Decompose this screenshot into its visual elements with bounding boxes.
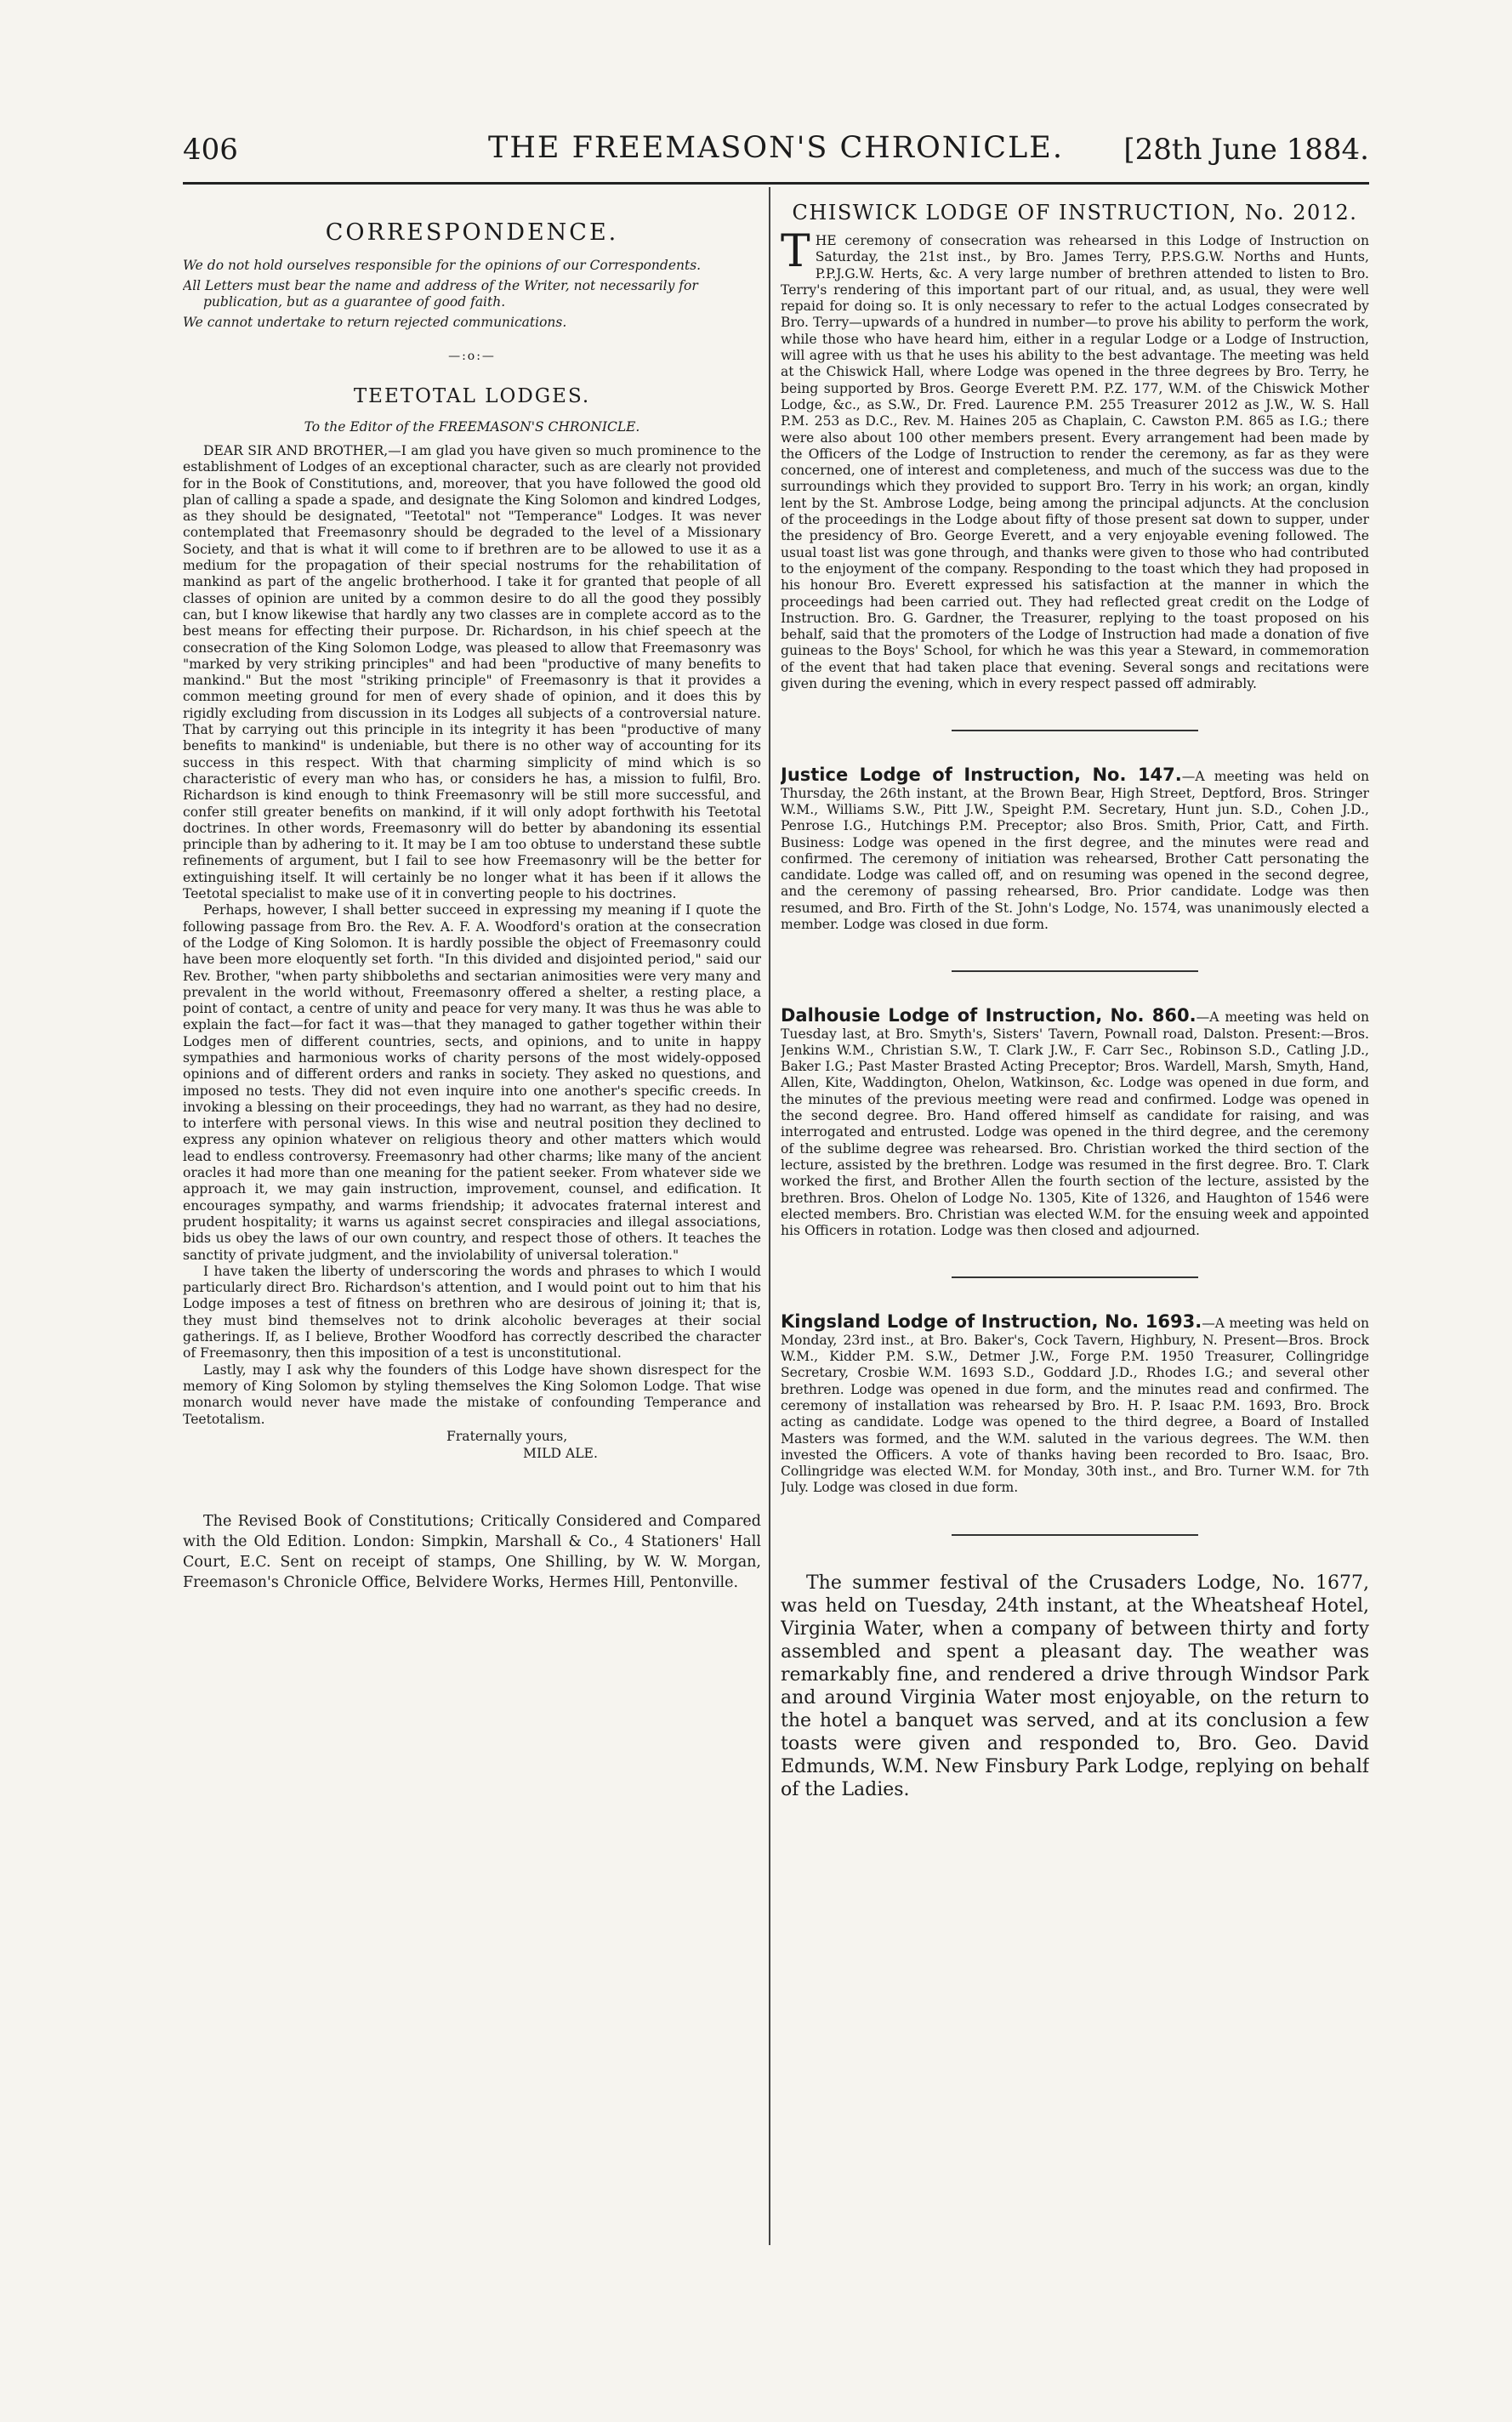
separator: —:o:— [448, 350, 496, 363]
editorial-note: All Letters must bear the name and address of the Writer, not necessarily for publication, but as a guarantee of good faith. [183, 277, 698, 310]
report-text: —A meeting was held on Monday, 23rd inst., at Bro. Baker's, Cock Tavern, Highbury, N. Present—Bros. Brock W.M., Kidder P.M. S.W., Detmer J.W., Forge P.M. 1950 Treasurer, Collingridge Secretary, Crosbie W.M. 1693 S.D., Goddard J.D., Rhodes I.G.; and several other brethren. Lodge was opened in due form, and the minutes read and confirmed. The ceremony of installation was rehearsed by Bro. H. P. Isaac P.M. 1693, Bro. Brock acting as candidate. Lodge was opened to the third degree, a Board of Installed Masters was formed, and the W.M. saluted in the various degrees. The W.M. then invested the Officers. A vote of thanks having been recorded to Bro. Isaac, Bro. Collingridge was elected W.M. for Monday, 30th inst., and Bro. Turner W.M. for 7th July. Lodge was closed in due form. [781, 1316, 1369, 1496]
letter-paragraph: Perhaps, however, I shall better succeed in expressing my meaning if I quote the following passage from Bro. the Rev. A. F. A. Woodford's oration at the consecration of the Lodge of King Solomon. It is hardly possible the object of Freemasonry could have been more eloquently set forth. "In this divided and disjointed period," said our Rev. Brother, "when party shibboleths and sectarian animosities were very many and prevalent in the world without, Freemasonry offered a shelter, a resting place, a point of contact, a centre of unity and peace for very many. It was thus he was able to explain the fact—for fact it was—that they managed to gather together within their Lodges men of different countries, sects, and opinions, and to unite in happy sympathies and harmonious works of charity persons of the most widely-opposed opinions and of different orders and ranks in society. They asked no questions, and imposed no tests. They did not even inquire into one another's specific creeds. In invoking a blessing on their proceedings, they had no warrant, as they had no desire, to interfere with personal views. In this wise and neutral position they declined to express any opinion whatever on religious theory and other matters which would lead to endless controversy. Freemasonry had other charms; like many of the ancient oracles it had more than one meaning for the patient seeker. From whatever side we approach it, we may gain instruction, improvement, counsel, and edification. It encourages sympathy, and warms friendship; it advocates fraternal interest and prudent hospitality; it warns us against secret conspiracies and illegal associations, bids us obey the laws of our own country, and respect those of others. It teaches the sanctity of private judgment, and the inviolability of universal toleration." [183, 902, 761, 1263]
section-title: CORRESPONDENCE. [325, 219, 619, 246]
festival-notice [781, 1572, 1369, 1801]
signoff-name: MILD ALE. [523, 1445, 598, 1461]
letter-paragraph: Lastly, may I ask why the founders of this Lodge have shown disrespect for the memory of King Solomon by styling themselves the King Solomon Lodge. That wise monarch would never have made the mistake of confounding Temperance and Teetotalism. [183, 1362, 761, 1427]
letter-paragraph: I have taken the liberty of underscoring the words and phrases to which I would particularly direct Bro. Richardson's attention, and I would point out to him that his Lodge imposes a test of fitness on brethren who are desirous of joining it; that is, they must bind themselves not to drink alcoholic beverages at their social gatherings. If, as I believe, Brother Woodford has correctly described the character of Freemasonry, then this imposition of a test is unconstitutional. [183, 1263, 761, 1362]
lodge-report [781, 1311, 1369, 1496]
report-heading: Kingsland Lodge of Instruction, No. 1693. [781, 1311, 1202, 1333]
report-text: —A meeting was held on Thursday, the 26th instant, at the Brown Bear, High Street, Deptford, Bros. Stringer W.M., Williams S.W., Pitt J.W., Speight P.M. Secretary, Hunt jun. S.D., Cohen J.D., Penrose I.G., Hutchings P.M. Preceptor; also Bros. Smith, Prior, Catt, and Firth. Business: Lodge was opened in the first degree, and the minutes were read and confirmed. The ceremony of initiation was rehearsed, Brother Catt personating the candidate. Lodge was called off, and on resuming was opened in the second degree, and the ceremony of passing rehearsed, Bro. Prior candidate. Lodge was then resumed, and Bro. Firth of the St. John's Lodge, No. 1574, was unanimously elected a member. Lodge was closed in due form. [781, 769, 1369, 932]
report-heading: Dalhousie Lodge of Instruction, No. 860. [781, 1005, 1197, 1026]
lodge-report [781, 767, 1369, 933]
column-divider [769, 187, 770, 2245]
book-advertisement-text: The Revised Book of Constitutions; Critically Considered and Compared with the Old Edition. London: Simpkin, Marshall & Co., 4 Stationers' Hall Court, E.C. Sent on receipt of stamps, One Shilling, by W. W. Morgan, Freemason's Chronicle Office, Belvidere Works, Hermes Hill, Pentonville. [183, 1512, 761, 1591]
festival-text: The summer festival of the Crusaders Lodge, No. 1677, was held on Tuesday, 24th instant, at the Wheatsheaf Hotel, Virginia Water, when a company of between thirty and forty assembled and spent a pleasant day. The weather was remarkably fine, and rendered a drive through Windsor Park and around Virginia Water most enjoyable, on the return to the hotel a banquet was served, and at its conclusion a few toasts were given and responded to, Bro. Geo. David Edmunds, W.M. New Finsbury Park Lodge, replying on behalf of the Ladies. [781, 1572, 1369, 1800]
book-advertisement [183, 1511, 761, 1593]
publication-title: THE FREEMASON'S CHRONICLE. [488, 131, 1064, 165]
signoff-line: Fraternally yours, [446, 1428, 568, 1444]
editorial-note: We do not hold ourselves responsible for the opinions of our Correspondents. [183, 258, 702, 273]
editor-address: To the Editor of the FREEMASON'S CHRONICLE. [304, 419, 640, 435]
issue-date: [28th June 1884. [1123, 133, 1369, 167]
rule [952, 730, 1198, 731]
rule [952, 970, 1198, 972]
chiswick-text: HE ceremony of consecration was rehearsed in this Lodge of Instruction on Saturday, the 21st inst., by Bro. James Terry, P.P.S.G.W. Norths and Hunts, P.P.J.G.W. Herts, &c. A very large number of brethren attended to listen to Bro. Terry's rendering of this important part of our ritual, and, as usual, they were well repaid for doing so. It is only necessary to refer to the actual Lodges consecrated by Bro. Terry—upwards of a hundred in number—to prove his ability to perform the work, while those who have heard him, either in a regular Lodge or a Lodge of Instruction, will agree with us that he uses his ability to the best advantage. The meeting was held at the Chiswick Hall, where Lodge was opened in the three degrees by Bro. Terry, he being supported by Bros. George Everett P.M. P.Z. 177, W.M. of the Chiswick Mother Lodge, &c., as S.W., Dr. Fred. Laurence P.M. 255 Treasurer 2012 as J.W., W. S. Hall P.M. 253 as D.C., Rev. M. Haines 205 as Chaplain, C. Cawston P.M. 865 as I.G.; there were also about 100 other members present. Every arrangement had been made by the Officers of the Lodge of Instruction to render the ceremony, as far as they were concerned, one of interest and completeness, and much of the success was due to the surroundings which they provided to support Bro. Terry in his work; an organ, kindly lent by the St. Ambrose Lodge, being among the principal adjuncts. At the conclusion of the proceedings in the Lodge about fifty of those present sat down to supper, under the presidency of Bro. George Everett, and a very enjoyable evening followed. The usual toast list was gone through, and thanks were given to those who had contributed to the enjoyment of the company. Responding to the toast which they had proposed in his honour Bro. Everett expressed his satisfaction at the manner in which the proceedings had been carried out. They had reflected great credit on the Lodge of Instruction. Bro. G. Gardner, the Treasurer, replying to the toast proposed on his behalf, said that the promoters of the Lodge of Instruction had made a donation of five guineas to the Boys' School, for which he was this year a Steward, in commemoration of the event that had taken place that evening. Several songs and recitations were given during the evening, which in every respect passed off admirably. [781, 233, 1369, 692]
masthead [183, 131, 1369, 185]
rule [952, 1534, 1198, 1536]
report-text: —A meeting was held on Tuesday last, at Bro. Smyth's, Sisters' Tavern, Pownall road, Dalston. Present:—Bros. Jenkins W.M., Christian S.W., T. Clark J.W., F. Carr Sec., Robinson S.D., Catling J.D., Baker I.G.; Past Master Brasted Acting Preceptor; Bros. Wardell, Marsh, Smyth, Hand, Allen, Kite, Waddington, Ohelon, Watkinson, &c. Lodge was opened in due form, and the minutes of the previous meeting were read and confirmed. Lodge was opened in the second degree. Bro. Hand offered himself as candidate for raising, and was interrogated and entrusted. Lodge was opened in the third degree, and the ceremony of the sublime degree was rehearsed. Bro. Christian worked the third section of the lecture, assisted by the brethren. Lodge was resumed in the first degree. Bro. T. Clark worked the first, and Brother Allen the fourth section of the lecture, assisted by the brethren. Bros. Ohelon of Lodge No. 1305, Kite of 1326, and Haughton of 1546 were elected members. Bro. Christian was elected W.M. for the ensuing week and appointed his Officers in rotation. Lodge was then closed and adjourned. [781, 1009, 1369, 1239]
drop-cap: T [781, 226, 810, 277]
editorial-note: We cannot undertake to return rejected communications. [183, 314, 567, 330]
letter-body [183, 443, 761, 1428]
letter-paragraph: DEAR SIR AND BROTHER,—I am glad you have given so much prominence to the establishment of Lodges of an exceptional character, such as are clearly not provided for in the Book of Constitutions, and, moreover, that you have followed the good old plan of calling a spade a spade, and designate the King Solomon and kindred Lodges, as they should be designated, "Teetotal" not "Temperance" Lodges. It was never contemplated that Freemasonry should be degraded to the level of a Missionary Society, and that is what it will come to if brethren are to be allowed to use it as a medium for the propagation of their special nostrums for the rehabilitation of mankind as part of the angelic brotherhood. I take it for granted that people of all classes of opinion are united by a common desire to do all the good they possibly can, but I know likewise that hardly any two classes are in complete accord as to the best means for effecting their purpose. Dr. Richardson, in his chief speech at the consecration of the King Solomon Lodge, was pleased to allow that Freemasonry was "marked by very striking principles" and had been "productive of many benefits to mankind." But the most "striking principle" of Freemasonry is that it provides a common meeting ground for men of every shade of opinion, and it does this by rigidly excluding from discussion in its Lodges all subjects of a controversial nature. That by carrying out this principle in its integrity it has been "productive of many benefits to mankind" is undeniable, but there is no other way of accounting for its success in this respect. With that charming simplicity of mind which is so characteristic of every man who has, or considers he has, a mission to fulfil, Bro. Richardson is kind enough to think Freemasonry will be still more successful, and confer still greater benefits on mankind, if it will only adopt forthwith his Teetotal doctrines. In other words, Freemasonry will do better by abandoning its essential principle than by adhering to it. It may be I am too obtuse to understand these subtle refinements of argument, but I fail to see how Freemasonry will be the better for extinguishing itself. It will certainly be no longer what it has been if it allows the Teetotal specialist to make use of it in converting people to his doctrines. [183, 443, 761, 902]
page-number: 406 [183, 133, 238, 167]
lodge-report [781, 1005, 1369, 1239]
chiswick-title: CHISWICK LODGE OF INSTRUCTION, No. 2012. [792, 201, 1358, 225]
rule [952, 1276, 1198, 1278]
left-column [183, 201, 761, 2242]
right-column [781, 201, 1369, 2242]
chiswick-report [781, 226, 1369, 692]
report-heading: Justice Lodge of Instruction, No. 147. [781, 765, 1182, 786]
article-title: TEETOTAL LODGES. [353, 385, 591, 407]
signoff [183, 1428, 761, 1462]
